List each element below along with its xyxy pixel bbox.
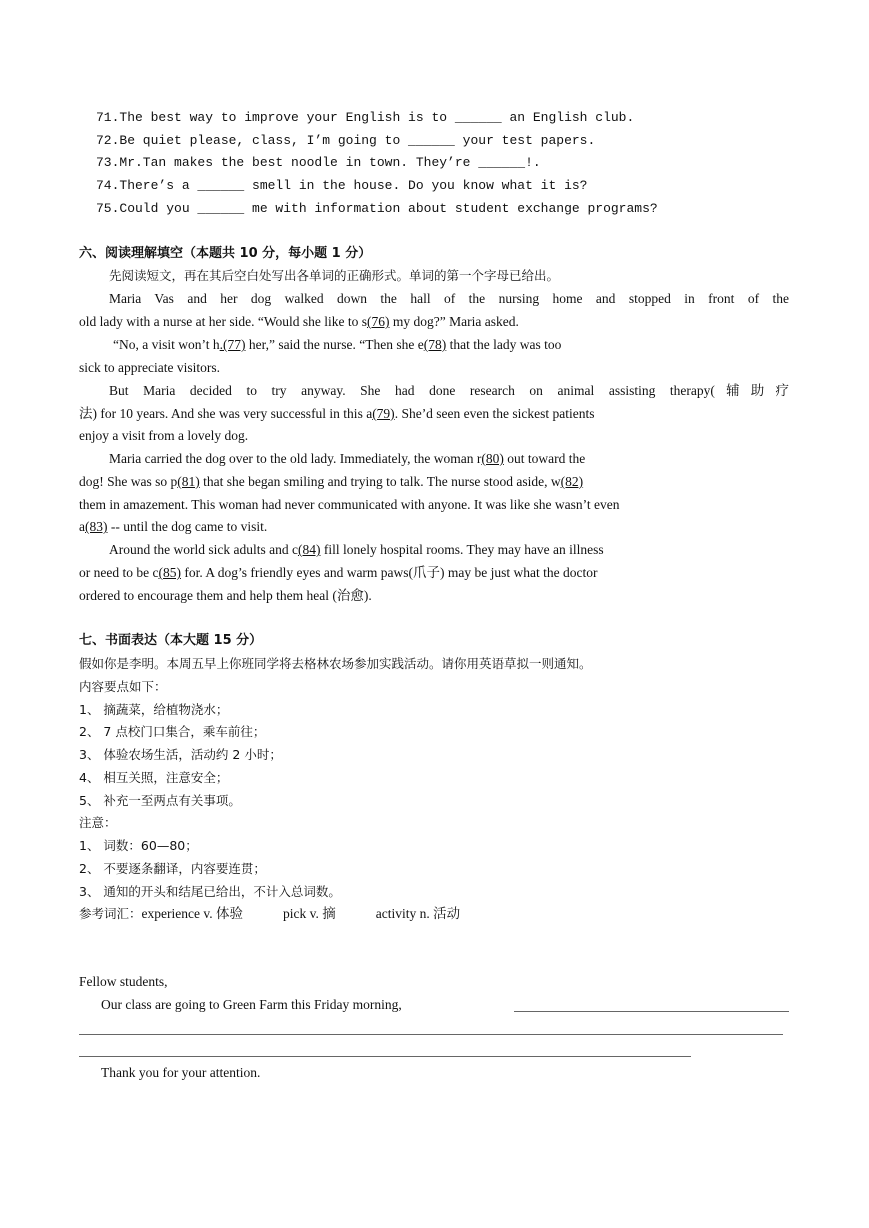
- blank-76: (76): [366, 314, 390, 329]
- blank-83: (83): [85, 519, 108, 534]
- answer-line-3[interactable]: [79, 1056, 691, 1057]
- notes-title: 注意：: [79, 815, 117, 830]
- question-72: 72.Be quiet please, class, I’m going to ______ your test papers.: [96, 133, 596, 148]
- passage-p5-line1: Around the world sick adults and c(84) fill lonely hospital rooms. They may have an illness: [109, 542, 604, 557]
- passage-p2-line1: “No, a visit won’t h.(77) her,” said the nurse. “Then she e(78) that the lady was too: [113, 337, 562, 352]
- writing-prompt: 假如你是李明。本周五早上你班同学将去格林农场参加实践活动。请你用英语草拟一则通知。: [79, 656, 592, 671]
- passage-p3-line3: enjoy a visit from a lovely dog.: [79, 428, 249, 443]
- passage-p5-line3: ordered to encourage them and help them heal (治愈).: [79, 588, 372, 603]
- blank-82: (82): [560, 474, 584, 489]
- section-6-instruction: 先阅读短文，再在其后空白处写出各单词的正确形式。单词的第一个字母已给出。: [109, 268, 560, 283]
- section-6-heading: 六、阅读理解填空（本题共 10 分，每小题 1 分）: [79, 246, 372, 261]
- blank-85: (85): [158, 565, 181, 580]
- passage-p3-line1: But Maria decided to try anyway. She had done research on animal assisting therapy(辅助疗: [109, 383, 789, 398]
- note-2: 2、 不要逐条翻译，内容要连贯；: [79, 861, 266, 876]
- passage-p5-line2: or need to be c(85) for. A dog’s friendly eyes and warm paws(爪子) may be just what the doctor: [79, 565, 598, 580]
- blank-79: (79): [372, 406, 395, 421]
- point-1: 1、 摘蔬菜，给植物浇水；: [79, 702, 229, 717]
- note-3: 3、 通知的开头和结尾已给出，不计入总词数。: [79, 884, 341, 899]
- vocab-experience: experience v. 体验: [141, 906, 243, 921]
- question-75: 75.Could you ______ me with information about student exchange programs?: [96, 201, 658, 216]
- section-7-heading: 七、书面表达（本大题 15 分）: [79, 633, 263, 648]
- passage-p4-line1: Maria carried the dog over to the old lady. Immediately, the woman r(80) out toward the: [109, 451, 586, 466]
- passage-p4-line4: a(83) -- until the dog came to visit.: [79, 519, 268, 534]
- answer-line-1[interactable]: [514, 1011, 789, 1012]
- passage-p2-line2: sick to appreciate visitors.: [79, 360, 220, 375]
- blank-77: .(77): [219, 337, 246, 352]
- question-71: 71.The best way to improve your English is to ______ an English club.: [96, 110, 635, 125]
- point-4: 4、 相互关照，注意安全；: [79, 770, 229, 785]
- notice-salutation: Fellow students,: [79, 974, 168, 989]
- passage-p1-line2: old lady with a nurse at her side. “Would she like to s(76) my dog?” Maria asked.: [79, 314, 519, 329]
- passage-p1-line1: Maria Vas and her dog walked down the hall of the nursing home and stopped in front of the: [109, 291, 789, 306]
- point-2: 2、 7 点校门口集合，乘车前往；: [79, 724, 266, 739]
- vocab-label: 参考词汇：: [79, 906, 142, 921]
- answer-line-2[interactable]: [79, 1034, 783, 1035]
- point-3: 3、 体验农场生活，活动约 2 小时；: [79, 747, 282, 762]
- notice-opening: Our class are going to Green Farm this Friday morning,: [101, 997, 402, 1012]
- note-1: 1、 词数：60—80；: [79, 838, 198, 853]
- blank-78: (78): [423, 337, 447, 352]
- blank-81: (81): [177, 474, 200, 489]
- points-title: 内容要点如下：: [79, 679, 167, 694]
- question-73: 73.Mr.Tan makes the best noodle in town. They’re ______!.: [96, 155, 541, 170]
- vocab-pick: pick v. 摘: [282, 906, 336, 921]
- passage-p3-line2: 法) for 10 years. And she was very successful in this a(79). She’d seen even the sickest patients: [79, 406, 595, 421]
- vocab-line: [79, 903, 791, 926]
- passage-p4-line3: them in amazement. This woman had never communicated with anyone. It was like she wasn’t even: [79, 497, 620, 512]
- notice-closing: Thank you for your attention.: [101, 1065, 261, 1080]
- question-74: 74.There’s a ______ smell in the house. Do you know what it is?: [96, 178, 588, 193]
- blank-80: (80): [481, 451, 504, 466]
- vocab-activity: activity n. 活动: [375, 906, 461, 921]
- blank-84: (84): [297, 542, 321, 557]
- point-5: 5、 补充一至两点有关事项。: [79, 793, 241, 808]
- passage-p4-line2: dog! She was so p(81) that she began smiling and trying to talk. The nurse stood aside, w(82): [79, 474, 584, 489]
